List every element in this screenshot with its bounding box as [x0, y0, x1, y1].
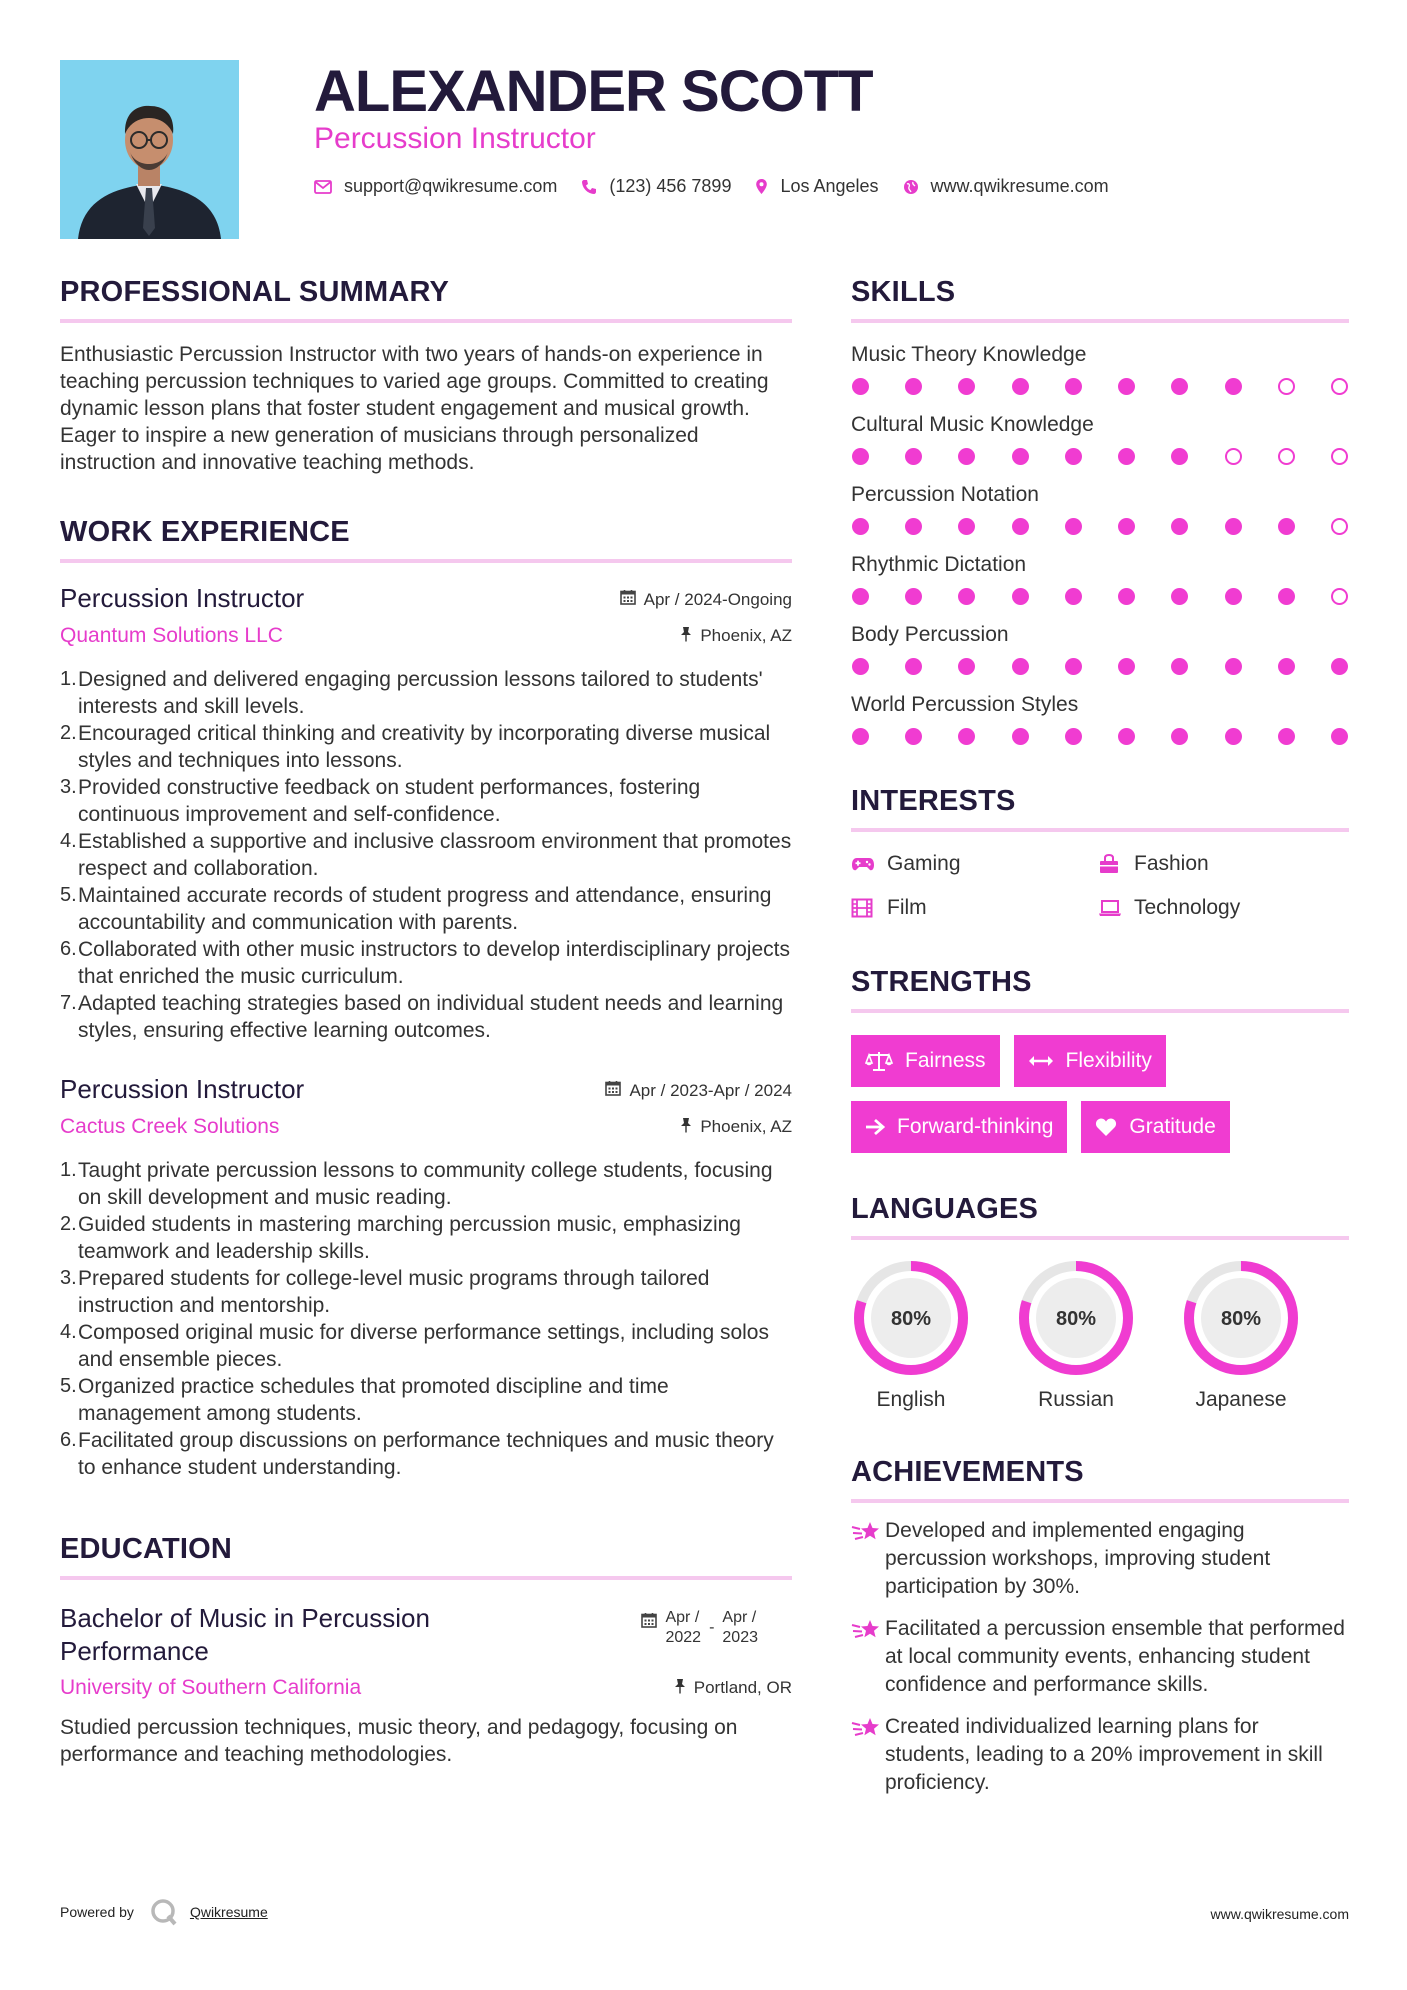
rating-dot-filled	[852, 518, 869, 535]
education-dates	[641, 1608, 758, 1668]
rating-dot-empty	[1331, 448, 1348, 465]
strength-chip	[1014, 1035, 1166, 1087]
strength-label: Fairness	[905, 1049, 986, 1072]
rating-dot-filled	[852, 658, 869, 675]
strengths-section	[851, 966, 1349, 1153]
rating-dot-filled	[1012, 378, 1029, 395]
candidate-title: Percussion Instructor	[314, 122, 596, 155]
education-location-text: Portland, OR	[693, 1678, 792, 1697]
left-column	[60, 276, 792, 1768]
rating-dot-empty	[1331, 518, 1348, 535]
rating-dot-empty	[1278, 448, 1295, 465]
rating-dot-filled	[905, 378, 922, 395]
rating-dot-empty	[1278, 378, 1295, 395]
start-month: Apr /	[665, 1609, 700, 1626]
profile-photo	[60, 60, 239, 239]
languages-section	[851, 1193, 1349, 1412]
list-item: 2. Encouraged critical thinking and creativity by incorporating diverse musical styles and techniques into lessons.	[60, 722, 771, 772]
job-bullets	[60, 1157, 792, 1481]
language-ring	[1181, 1258, 1301, 1378]
shooting-star-icon	[851, 1617, 885, 1699]
language-percent: 80%	[1055, 1308, 1097, 1330]
list-item: 6. Facilitated group discussions on performance techniques and music theory to enhance student understanding.	[60, 1429, 774, 1479]
rating-dot-filled	[1118, 588, 1135, 605]
pushpin-icon	[674, 1678, 686, 1699]
rating-dot-filled	[958, 728, 975, 745]
section-divider	[851, 319, 1349, 323]
section-divider	[851, 1009, 1349, 1013]
skills-list	[851, 343, 1349, 745]
language-name: English	[876, 1388, 946, 1411]
section-divider	[60, 559, 792, 563]
rating-dot-empty	[1225, 448, 1242, 465]
language-item	[1181, 1258, 1346, 1412]
achievement-text: Facilitated a percussion ensemble that performed at local community events, enhancing student confidence and performance skills.	[885, 1617, 1345, 1696]
languages-list	[851, 1258, 1349, 1412]
rating-dot-filled	[958, 588, 975, 605]
rating-dot-filled	[1065, 728, 1082, 745]
start-year: 2022	[665, 1629, 702, 1646]
achievement-item	[851, 1615, 1349, 1699]
end-year: 2023	[722, 1629, 758, 1646]
section-heading: WORK EXPERIENCE	[60, 516, 350, 548]
right-column	[851, 276, 1349, 1797]
rating-dot-filled	[852, 448, 869, 465]
footer-powered-by	[60, 1898, 268, 1926]
contact-website[interactable]: www.qwikresume.com	[930, 176, 1109, 196]
envelope-icon	[314, 180, 332, 194]
experience-section	[60, 516, 792, 1481]
skill-item	[851, 623, 1349, 675]
list-item: 6. Collaborated with other music instructors to develop interdisciplinary projects that enriched the music curriculum.	[60, 938, 790, 988]
language-name: Russian	[1038, 1388, 1114, 1411]
section-heading: LANGUAGES	[851, 1193, 1039, 1225]
list-item: 1. Designed and delivered engaging percussion lessons tailored to students' interests and skill levels.	[60, 668, 763, 718]
list-item: 5. Organized practice schedules that promoted discipline and time management among students.	[60, 1375, 669, 1425]
rating-dot-filled	[1278, 728, 1295, 745]
education-location	[674, 1678, 792, 1699]
rating-dot-filled	[905, 588, 922, 605]
section-divider	[60, 319, 792, 323]
strength-label: Gratitude	[1129, 1115, 1216, 1138]
summary-section	[60, 276, 792, 476]
powered-by-label: Powered by	[60, 1904, 134, 1920]
rating-dot-filled	[1118, 658, 1135, 675]
globe-icon	[903, 179, 919, 195]
rating-dot-filled	[1331, 658, 1348, 675]
skill-name: World Percussion Styles	[851, 693, 1079, 716]
section-divider	[60, 1576, 792, 1580]
rating-dot-filled	[1065, 588, 1082, 605]
strength-chip	[851, 1035, 1000, 1087]
skill-rating	[851, 728, 1349, 745]
skill-item	[851, 343, 1349, 395]
phone-icon	[581, 179, 597, 195]
rating-dot-filled	[852, 728, 869, 745]
job-dates-text: Apr / 2024-Ongoing	[643, 589, 792, 609]
shooting-star-icon	[851, 1715, 885, 1797]
end-month: Apr /	[722, 1609, 757, 1626]
list-item: 4. Composed original music for diverse performance settings, including solos and ensemble pieces.	[60, 1321, 769, 1371]
school-name: University of Southern California	[60, 1676, 362, 1699]
list-item: 5. Maintained accurate records of student progress and attendance, ensuring accountability and communication with parents.	[60, 884, 772, 934]
rating-dot-filled	[1171, 658, 1188, 675]
language-item	[1016, 1258, 1181, 1412]
rating-dot-filled	[1171, 378, 1188, 395]
rating-dot-filled	[1065, 518, 1082, 535]
interests-section	[851, 785, 1349, 920]
job-title: Percussion Instructor	[60, 583, 305, 613]
list-item: 1. Taught private percussion lessons to community college students, focusing on skill development and music reading.	[60, 1159, 773, 1209]
job-bullets	[60, 666, 792, 1044]
skill-item	[851, 693, 1349, 745]
language-ring	[851, 1258, 971, 1378]
shooting-star-icon	[851, 1519, 885, 1601]
contact-email[interactable]: support@qwikresume.com	[344, 176, 558, 196]
job-location-text: Phoenix, AZ	[700, 626, 792, 645]
rating-dot-filled	[1278, 518, 1295, 535]
rating-dot-filled	[905, 658, 922, 675]
list-item: 3. Provided constructive feedback on student performances, fostering continuous improvement and self-confidence.	[60, 776, 701, 826]
interest-label: Fashion	[1134, 852, 1209, 875]
rating-dot-filled	[1118, 448, 1135, 465]
calendar-icon	[641, 1612, 657, 1633]
job-title: Percussion Instructor	[60, 1074, 305, 1104]
skill-name: Body Percussion	[851, 623, 1009, 646]
job-dates-text: Apr / 2023-Apr / 2024	[629, 1080, 792, 1100]
rating-dot-filled	[1225, 658, 1242, 675]
arrows-horizontal-icon	[1028, 1054, 1054, 1068]
skill-rating	[851, 658, 1349, 675]
candidate-name: ALEXANDER SCOTT	[314, 59, 873, 124]
skill-item	[851, 553, 1349, 605]
rating-dot-filled	[1171, 728, 1188, 745]
section-heading: ACHIEVEMENTS	[851, 1456, 1084, 1488]
rating-dot-filled	[1065, 658, 1082, 675]
arrow-right-icon	[865, 1118, 885, 1136]
rating-dot-filled	[852, 378, 869, 395]
skills-section	[851, 276, 1349, 745]
pushpin-icon	[680, 1117, 692, 1138]
rating-dot-empty	[1331, 588, 1348, 605]
rating-dot-filled	[1225, 588, 1242, 605]
interest-label: Gaming	[887, 852, 961, 875]
strength-label: Flexibility	[1065, 1049, 1152, 1072]
brand-link[interactable]: Qwikresume	[189, 1904, 268, 1920]
skill-name: Cultural Music Knowledge	[851, 413, 1094, 436]
rating-dot-filled	[905, 728, 922, 745]
rating-dot-filled	[1225, 378, 1242, 395]
job-dates	[605, 1080, 792, 1101]
language-percent: 80%	[1220, 1308, 1262, 1330]
list-item: 4. Established a supportive and inclusive classroom environment that promotes respect and collaboration.	[60, 830, 792, 880]
job-entry	[60, 1074, 792, 1481]
calendar-icon	[605, 1080, 621, 1101]
section-heading: STRENGTHS	[851, 966, 1032, 998]
laptop-icon	[1098, 899, 1124, 917]
rating-dot-filled	[905, 448, 922, 465]
rating-dot-filled	[1171, 518, 1188, 535]
rating-dot-filled	[958, 518, 975, 535]
achievements-section	[851, 1456, 1349, 1797]
scale-icon	[865, 1050, 893, 1072]
job-entry	[60, 583, 792, 1044]
strength-chip	[851, 1101, 1067, 1153]
rating-dot-filled	[1012, 518, 1029, 535]
section-divider	[851, 828, 1349, 832]
rating-dot-filled	[1278, 588, 1295, 605]
contact-bar	[314, 176, 1133, 197]
contact-location: Los Angeles	[780, 176, 879, 196]
rating-dot-filled	[1171, 448, 1188, 465]
skill-item	[851, 483, 1349, 535]
education-description: Studied percussion techniques, music theory, and pedagogy, focusing on performance and teaching methodologies.	[60, 1716, 738, 1766]
job-location-text: Phoenix, AZ	[700, 1117, 792, 1136]
interest-item	[851, 852, 1098, 876]
rating-dot-filled	[905, 518, 922, 535]
company-name: Quantum Solutions LLC	[60, 624, 283, 647]
qwikresume-logo-icon	[150, 1898, 178, 1926]
rating-dot-filled	[1225, 518, 1242, 535]
rating-dot-filled	[1225, 728, 1242, 745]
rating-dot-filled	[1118, 728, 1135, 745]
skill-rating	[851, 518, 1349, 535]
job-location	[680, 1117, 792, 1138]
achievement-item	[851, 1517, 1349, 1601]
person-portrait	[60, 60, 239, 239]
education-section	[60, 1533, 792, 1768]
pushpin-icon	[680, 626, 692, 647]
calendar-icon	[620, 589, 636, 610]
rating-dot-filled	[1012, 448, 1029, 465]
skill-rating	[851, 448, 1349, 465]
handbag-icon	[1098, 854, 1124, 874]
skill-name: Percussion Notation	[851, 483, 1039, 506]
job-location	[680, 626, 792, 647]
interest-item	[1098, 896, 1345, 920]
language-percent: 80%	[890, 1308, 932, 1330]
skill-rating	[851, 378, 1349, 395]
summary-text: Enthusiastic Percussion Instructor with two years of hands-on experience in teaching percussion techniques to varied age groups. Committed to creating dynamic lesson plans that foster student engagement and musical growth. Eager to inspire a new generation of musicians through personalized instruction and innovative teaching methods.	[60, 343, 769, 474]
section-heading: PROFESSIONAL SUMMARY	[60, 276, 450, 308]
rating-dot-filled	[958, 378, 975, 395]
achievement-text: Developed and implemented engaging percussion workshops, improving student participation by 30%.	[885, 1519, 1271, 1598]
rating-dot-filled	[852, 588, 869, 605]
section-heading: SKILLS	[851, 276, 956, 308]
rating-dot-filled	[1012, 658, 1029, 675]
film-icon	[851, 898, 877, 918]
section-heading: INTERESTS	[851, 785, 1016, 817]
language-item	[851, 1258, 1016, 1412]
rating-dot-filled	[958, 448, 975, 465]
job-dates	[620, 589, 792, 610]
list-item: 2. Guided students in mastering marching percussion music, emphasizing teamwork and leadership skills.	[60, 1213, 741, 1263]
contact-phone[interactable]: (123) 456 7899	[609, 176, 732, 196]
interest-label: Film	[887, 896, 927, 919]
interest-item	[1098, 852, 1345, 876]
rating-dot-filled	[1065, 378, 1082, 395]
strength-chip	[1081, 1101, 1229, 1153]
map-pin-icon	[755, 178, 768, 195]
rating-dot-filled	[1118, 518, 1135, 535]
rating-dot-filled	[958, 658, 975, 675]
skill-item	[851, 413, 1349, 465]
list-item: 3. Prepared students for college-level music programs through tailored instruction and mentorship.	[60, 1267, 710, 1317]
footer-url[interactable]: www.qwikresume.com	[1210, 1906, 1349, 1922]
language-name: Japanese	[1195, 1388, 1287, 1411]
gamepad-icon	[851, 856, 877, 872]
rating-dot-filled	[1171, 588, 1188, 605]
language-ring	[1016, 1258, 1136, 1378]
skill-name: Music Theory Knowledge	[851, 343, 1087, 366]
heart-icon	[1095, 1117, 1117, 1137]
achievement-item	[851, 1713, 1349, 1797]
skill-name: Rhythmic Dictation	[851, 553, 1027, 576]
interest-label: Technology	[1134, 896, 1241, 919]
company-name: Cactus Creek Solutions	[60, 1115, 280, 1138]
rating-dot-empty	[1331, 378, 1348, 395]
degree-title: Bachelor of Music in Percussion Performance	[60, 1603, 430, 1666]
rating-dot-filled	[1012, 588, 1029, 605]
achievement-text: Created individualized learning plans for students, leading to a 20% improvement in skill proficiency.	[885, 1715, 1323, 1794]
rating-dot-filled	[1065, 448, 1082, 465]
list-item: 7. Adapted teaching strategies based on individual student needs and learning styles, ensuring effective learning outcomes.	[60, 992, 784, 1042]
rating-dot-filled	[1278, 658, 1295, 675]
section-divider	[851, 1499, 1349, 1503]
strength-label: Forward-thinking	[897, 1115, 1054, 1138]
rating-dot-filled	[1012, 728, 1029, 745]
rating-dot-filled	[1331, 728, 1348, 745]
section-heading: EDUCATION	[60, 1533, 233, 1565]
rating-dot-filled	[1118, 378, 1135, 395]
skill-rating	[851, 588, 1349, 605]
section-divider	[851, 1236, 1349, 1240]
interest-item	[851, 896, 1098, 920]
date-separator: -	[709, 1619, 715, 1636]
